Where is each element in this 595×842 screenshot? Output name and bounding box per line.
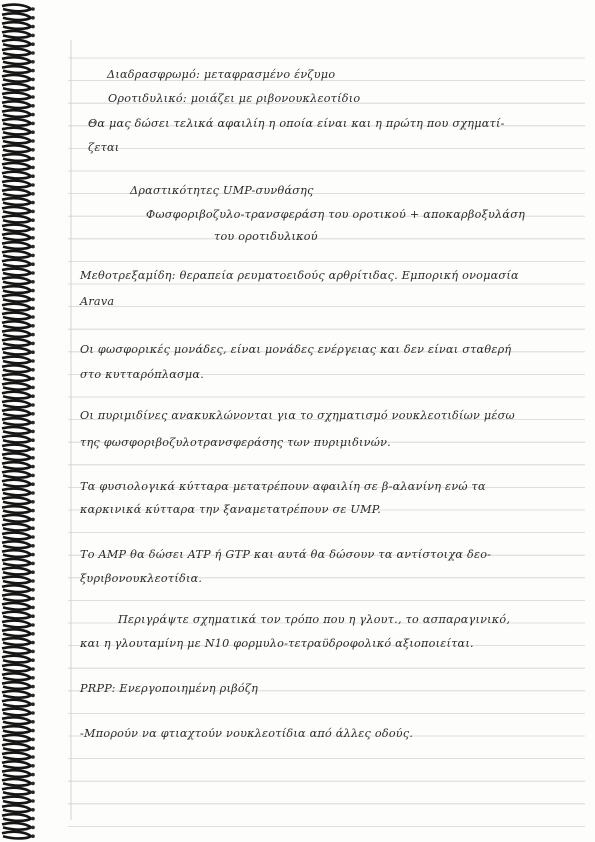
spiral-hole xyxy=(31,430,35,434)
spiral-coil xyxy=(2,515,31,522)
spiral-coil xyxy=(2,110,31,117)
spiral-coil xyxy=(2,233,31,240)
spiral-hole xyxy=(31,78,35,82)
spiral-hole xyxy=(31,729,35,733)
spiral-coil xyxy=(2,392,31,399)
spiral-coil xyxy=(2,260,31,267)
spiral-coil xyxy=(2,524,31,531)
spiral-hole xyxy=(31,738,35,742)
spiral-coil xyxy=(2,137,31,144)
spiral-coil xyxy=(2,357,31,364)
spiral-hole xyxy=(31,280,35,284)
spiral-coil xyxy=(2,612,31,619)
spiral-hole xyxy=(31,271,35,275)
spiral-hole xyxy=(31,201,35,205)
spiral-hole xyxy=(31,826,35,830)
spiral-hole xyxy=(31,315,35,319)
spiral-hole xyxy=(31,658,35,662)
spiral-coil xyxy=(2,823,31,830)
spiral-hole xyxy=(31,42,35,46)
spiral-hole xyxy=(31,694,35,698)
spiral-hole xyxy=(31,130,35,134)
spiral-hole xyxy=(31,676,35,680)
spiral-coil xyxy=(2,665,31,672)
spiral-hole xyxy=(31,465,35,469)
note-line: PRPP: Ενεργοποιημένη ριβόζη xyxy=(80,682,259,695)
note-line: στο κυτταρόπλασμα. xyxy=(80,368,205,381)
note-line: και η γλουταμίνη με N10 φορμυλο-τετραϋδροφολικό αξιοποιείται. xyxy=(80,637,474,650)
spiral-hole xyxy=(31,139,35,143)
spiral-coil xyxy=(2,647,31,654)
spiral-coil xyxy=(2,22,31,29)
spiral-hole xyxy=(31,614,35,618)
spiral-hole xyxy=(31,588,35,592)
spiral-coil xyxy=(2,5,31,12)
note-line: Τα φυσιολογικά κύτταρα μετατρέπουν αφαιλίη σε β-αλανίνη ενώ τα xyxy=(80,480,486,493)
spiral-coil xyxy=(2,797,31,804)
spiral-coil xyxy=(2,295,31,302)
spiral-coil xyxy=(2,198,31,205)
spiral-coil xyxy=(2,594,31,601)
spiral-coil xyxy=(2,691,31,698)
note-line: ζεται xyxy=(88,141,120,154)
spiral-coil xyxy=(2,128,31,135)
spiral-hole xyxy=(31,808,35,812)
note-line: του οροτιδυλικού xyxy=(214,230,318,243)
spiral-coil xyxy=(2,84,31,91)
spiral-hole xyxy=(31,438,35,442)
spiral-hole xyxy=(31,342,35,346)
spiral-coil xyxy=(2,181,31,188)
spiral-hole xyxy=(31,553,35,557)
spiral-hole xyxy=(31,817,35,821)
spiral-coil xyxy=(2,207,31,214)
spiral-hole xyxy=(31,764,35,768)
spiral-hole xyxy=(31,368,35,372)
spiral-coil xyxy=(2,374,31,381)
spiral-hole xyxy=(31,702,35,706)
spiral-hole xyxy=(31,799,35,803)
spiral-hole xyxy=(31,210,35,214)
spiral-coil xyxy=(2,533,31,540)
spiral-coil xyxy=(2,251,31,258)
spiral-coil xyxy=(2,269,31,276)
section-heading: Δραστικότητες UMP-συνθάσης xyxy=(130,184,314,197)
spiral-hole xyxy=(31,782,35,786)
spiral-hole xyxy=(31,122,35,126)
spiral-coil xyxy=(2,682,31,689)
spiral-coil xyxy=(2,348,31,355)
spiral-coil xyxy=(2,717,31,724)
spiral-hole xyxy=(31,148,35,152)
note-line: Φωσφοριβοζυλο-τρανσφεράση του οροτικού + αποκαρβοξυλάση xyxy=(146,208,526,221)
spiral-hole xyxy=(31,790,35,794)
spiral-hole xyxy=(31,377,35,381)
spiral-coil xyxy=(2,735,31,742)
spiral-coil xyxy=(2,409,31,416)
spiral-coil xyxy=(2,119,31,126)
spiral-hole xyxy=(31,570,35,574)
spiral-hole xyxy=(31,104,35,108)
spiral-coil xyxy=(2,656,31,663)
spiral-coil xyxy=(2,172,31,179)
spiral-hole xyxy=(31,324,35,328)
spiral-coil xyxy=(2,321,31,328)
note-line: Περιγράψτε σχηματικά τον τρόπο που η γλουτ., το ασπαραγινικό, xyxy=(118,613,511,626)
spiral-coil xyxy=(2,330,31,337)
spiral-coil xyxy=(2,585,31,592)
spiral-coil xyxy=(2,49,31,56)
spiral-coil xyxy=(2,805,31,812)
spiral-coil xyxy=(2,313,31,320)
note-line: Οι πυριμιδίνες ανακυκλώνονται για το σχηματισμό νουκλεοτιδίων μέσω xyxy=(80,409,515,422)
spiral-coil xyxy=(2,57,31,64)
spiral-coil xyxy=(2,788,31,795)
spiral-coil xyxy=(2,453,31,460)
spiral-coil xyxy=(2,779,31,786)
spiral-coil xyxy=(2,480,31,487)
spiral-hole xyxy=(31,60,35,64)
spiral-hole xyxy=(31,623,35,627)
spiral-hole xyxy=(31,16,35,20)
spiral-coil xyxy=(2,489,31,496)
spiral-coil xyxy=(2,93,31,100)
spiral-hole xyxy=(31,254,35,258)
spiral-coil xyxy=(2,761,31,768)
spiral-hole xyxy=(31,166,35,170)
spiral-hole xyxy=(31,157,35,161)
spiral-coil xyxy=(2,559,31,566)
spiral-coil xyxy=(2,462,31,469)
spiral-coil xyxy=(2,242,31,249)
spiral-hole xyxy=(31,755,35,759)
spiral-coil xyxy=(2,304,31,311)
spiral-coil xyxy=(2,753,31,760)
spiral-hole xyxy=(31,632,35,636)
note-line: Οι φωσφορικές μονάδες, είναι μονάδες ενέργειας και δεν είναι σταθερή xyxy=(80,343,512,356)
spiral-hole xyxy=(31,51,35,55)
note-line: καρκινικά κύτταρα την ξαναμετατρέπουν σε UMP. xyxy=(80,503,382,516)
spiral-hole xyxy=(31,403,35,407)
spiral-coil xyxy=(2,673,31,680)
spiral-hole xyxy=(31,227,35,231)
spiral-hole xyxy=(31,491,35,495)
spiral-coil xyxy=(2,638,31,645)
spiral-coil xyxy=(2,216,31,223)
spiral-hole xyxy=(31,34,35,38)
spiral-hole xyxy=(31,834,35,838)
spiral-coil xyxy=(2,66,31,73)
spiral-hole xyxy=(31,526,35,530)
spiral-hole xyxy=(31,650,35,654)
spiral-hole xyxy=(31,579,35,583)
spiral-hole xyxy=(31,773,35,777)
spiral-coil xyxy=(2,418,31,425)
spiral-hole xyxy=(31,562,35,566)
note-line: ξυριβονουκλεοτίδια. xyxy=(80,572,203,585)
spiral-coil xyxy=(2,225,31,232)
spiral-hole xyxy=(31,95,35,99)
spiral-coil xyxy=(2,383,31,390)
spiral-hole xyxy=(31,306,35,310)
spiral-coil xyxy=(2,31,31,38)
spiral-hole xyxy=(31,192,35,196)
spiral-coil xyxy=(2,577,31,584)
spiral-hole xyxy=(31,535,35,539)
spiral-hole xyxy=(31,333,35,337)
spiral-coil xyxy=(2,700,31,707)
spiral-hole xyxy=(31,394,35,398)
spiral-coil xyxy=(2,832,31,839)
spiral-coil xyxy=(2,471,31,478)
spiral-coil xyxy=(2,497,31,504)
spiral-coil xyxy=(2,744,31,751)
note-line: Θα μας δώσει τελικά αφαιλίη η οποία είναι και η πρώτη που σχηματί- xyxy=(88,117,505,130)
spiral-coil xyxy=(2,814,31,821)
spiral-coil xyxy=(2,621,31,628)
spiral-hole xyxy=(31,474,35,478)
spiral-hole xyxy=(31,456,35,460)
spiral-coil xyxy=(2,286,31,293)
spiral-hole xyxy=(31,262,35,266)
spiral-coil xyxy=(2,154,31,161)
spiral-hole xyxy=(31,245,35,249)
spiral-hole xyxy=(31,25,35,29)
spiral-coil xyxy=(2,145,31,152)
spiral-hole xyxy=(31,667,35,671)
spiral-hole xyxy=(31,289,35,293)
spiral-coil xyxy=(2,401,31,408)
spiral-coil xyxy=(2,506,31,513)
spiral-coil xyxy=(2,40,31,47)
spiral-coil xyxy=(2,75,31,82)
spiral-hole xyxy=(31,606,35,610)
spiral-binding xyxy=(0,0,40,842)
spiral-hole xyxy=(31,298,35,302)
spiral-coil xyxy=(2,277,31,284)
spiral-hole xyxy=(31,746,35,750)
spiral-hole xyxy=(31,218,35,222)
spiral-hole xyxy=(31,421,35,425)
spiral-coil xyxy=(2,709,31,716)
spiral-coil xyxy=(2,445,31,452)
spiral-coil xyxy=(2,726,31,733)
spiral-hole xyxy=(31,447,35,451)
spiral-coil xyxy=(2,163,31,170)
spiral-hole xyxy=(31,386,35,390)
spiral-coil xyxy=(2,568,31,575)
spiral-hole xyxy=(31,509,35,513)
spiral-hole xyxy=(31,359,35,363)
spiral-hole xyxy=(31,597,35,601)
note-line: Μεθοτρεξαμίδη: θεραπεία ρευματοειδούς αρθρίτιδας. Εμπορική ονομασία xyxy=(80,269,519,282)
spiral-coil xyxy=(2,365,31,372)
note-line: Διαδρασφρωμό: μεταφρασμένο ένζυμο xyxy=(107,68,336,81)
spiral-hole xyxy=(31,236,35,240)
spiral-hole xyxy=(31,500,35,504)
spiral-hole xyxy=(31,350,35,354)
note-line: Οροτιδυλικό: μοιάζει με ριβονουκλεοτίδιο xyxy=(108,92,361,105)
note-line: της φωσφοριβοζυλοτρανσφεράσης των πυριμιδινών. xyxy=(80,436,391,449)
spiral-hole xyxy=(31,711,35,715)
note-line: -Μπορούν να φτιαχτούν νουκλεοτίδια από άλλες οδούς. xyxy=(80,727,414,740)
spiral-hole xyxy=(31,174,35,178)
spiral-coil xyxy=(2,550,31,557)
spiral-coil xyxy=(2,770,31,777)
spiral-coil xyxy=(2,427,31,434)
spiral-coil xyxy=(2,13,31,20)
spiral-coil xyxy=(2,541,31,548)
spiral-coil xyxy=(2,603,31,610)
spiral-hole xyxy=(31,69,35,73)
spiral-hole xyxy=(31,113,35,117)
spiral-hole xyxy=(31,720,35,724)
spiral-hole xyxy=(31,544,35,548)
spiral-coil xyxy=(2,436,31,443)
spiral-coil xyxy=(2,629,31,636)
spiral-hole xyxy=(31,86,35,90)
spiral-hole xyxy=(31,7,35,11)
spiral-hole xyxy=(31,183,35,187)
spiral-hole xyxy=(31,518,35,522)
spiral-coil xyxy=(2,339,31,346)
spiral-coil xyxy=(2,101,31,108)
spiral-hole xyxy=(31,482,35,486)
spiral-hole xyxy=(31,641,35,645)
note-line: Arava xyxy=(80,295,115,308)
spiral-hole xyxy=(31,412,35,416)
spiral-hole xyxy=(31,685,35,689)
spiral-coil xyxy=(2,189,31,196)
note-line: Το AMP θα δώσει ATP ή GTP και αυτά θα δώσουν τα αντίστοιχα δεο- xyxy=(80,548,492,561)
